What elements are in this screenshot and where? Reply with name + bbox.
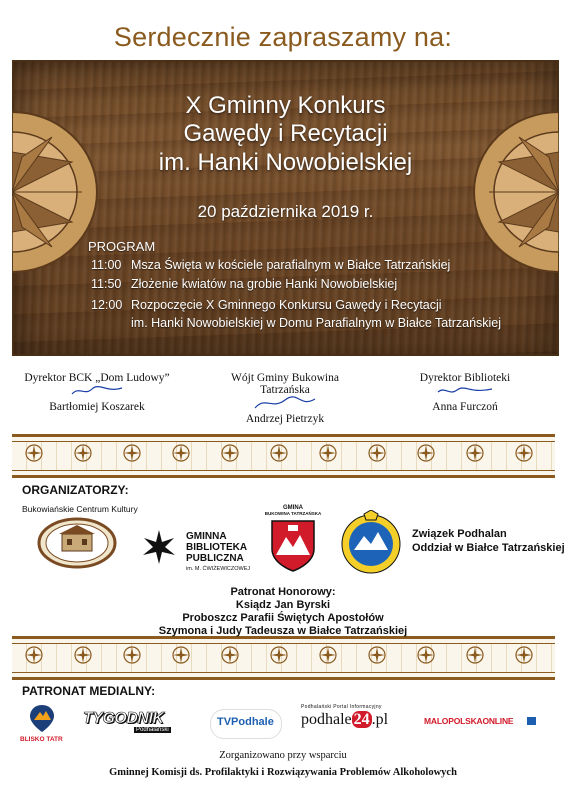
podhale24-part: 24 (353, 711, 370, 728)
tygodnik-logo: TYGODNIK (83, 710, 164, 727)
library-name (186, 531, 250, 575)
honorary-patronage (0, 586, 566, 638)
program-text-1: Msza Święta w kościele parafialnym w Białce Tatrzańskiej (131, 258, 451, 272)
event-board (12, 60, 559, 356)
library-logo-icon (137, 528, 182, 566)
folk-flower-ornament-icon (220, 443, 240, 463)
signature-name: Anna Furczoń (432, 401, 498, 413)
page-headline: Serdecznie zapraszamy na: (113, 22, 453, 52)
folk-flower-ornament-icon (122, 443, 142, 463)
zwiazek-podhalan-emblem-icon (340, 510, 402, 576)
gmina-label (262, 505, 324, 516)
folk-flower-ornament-icon (416, 443, 436, 463)
folk-flower-ornament-icon (367, 645, 387, 665)
folk-flower-ornament-icon (514, 443, 534, 463)
signature-bck (22, 372, 172, 413)
event-title-line3: im. Hanki Nowobielskiej (158, 149, 413, 176)
signature-name: Bartłomiej Koszarek (49, 401, 145, 413)
folk-flower-ornament-icon (367, 443, 387, 463)
folk-flower-ornament-icon (24, 645, 44, 665)
tygodnik-sub: Podhalański (136, 727, 169, 733)
handwritten-signature-icon (250, 396, 320, 410)
folk-flower-ornament-icon (514, 645, 534, 665)
folk-flower-ornament-icon (465, 645, 485, 665)
folk-ornament-band-top (12, 434, 555, 478)
library-name-line: BIBLIOTEKA (186, 542, 248, 553)
program-time-1: 11:00 (91, 258, 122, 272)
folk-flower-ornament-icon (269, 645, 289, 665)
signature-role: Dyrektor Biblioteki (419, 372, 511, 384)
folk-flower-ornament-icon (220, 645, 240, 665)
program-time-3: 12:00 (91, 298, 123, 312)
zwiazek-line: Związek Podhalan (412, 528, 507, 540)
footer-line1: Zorganizowano przy wsparciu (219, 750, 347, 761)
organizers-heading: ORGANIZATORZY: (22, 483, 129, 497)
tvpodhale-text: TVPodhale (217, 716, 274, 728)
folk-ornament-band-bottom (12, 636, 555, 680)
program-text-3: Rozpoczęcie X Gminnego Konkursu Gawędy i Recytacji (131, 298, 442, 312)
signature-library (400, 372, 530, 413)
folk-flower-ornament-icon (318, 443, 338, 463)
portal-tagline: Podhalański Portal Informacyjny (301, 704, 382, 710)
program-time-2: 11:50 (91, 277, 122, 291)
zwiazek-line: Oddział w Białce Tatrzańskiej (412, 542, 565, 554)
zwiazek-podhalan-label (412, 527, 565, 555)
blisko-tatr-label: BLISKO TATR (20, 736, 63, 743)
handwritten-signature-icon (435, 384, 495, 398)
folk-flower-ornament-icon (465, 443, 485, 463)
library-name-line: GMINNA (186, 531, 227, 542)
folk-flower-ornament-icon (73, 645, 93, 665)
podhale24-part: podhale (301, 711, 352, 728)
handwritten-signature-icon (67, 384, 127, 398)
patronage-line: Ksiądz Jan Byrski (235, 599, 331, 611)
signature-name: Andrzej Pietrzyk (245, 413, 325, 425)
tvpodhale-logo (210, 709, 282, 739)
malopolska-badge-icon (527, 717, 536, 725)
gmina-label-line: BUKOWINA TATRZAŃSKA (264, 511, 322, 516)
gmina-label-line: GMINA (283, 505, 303, 511)
malopolska-online-logo: MALOPOLSKAONLINE (424, 716, 514, 726)
gmina-coat-of-arms-icon (270, 519, 316, 573)
podhale24-part: .pl (371, 711, 389, 728)
footer-line2: Gminnej Komisji ds. Profilaktyki i Rozwiązywania Problemów Alkoholowych (109, 767, 457, 778)
library-name-line: im. M. ĆWIŻEWICZOWEJ (186, 566, 251, 572)
patronage-heading: Patronat Honorowy: (230, 586, 336, 598)
bck-logo-icon (37, 517, 117, 569)
bck-label: Bukowiańskie Centrum Kultury (22, 504, 138, 514)
patronage-line: Szymona i Judy Tadeusza w Białce Tatrzańskiej (158, 625, 408, 637)
event-title-line2: Gawędy i Recytacji (183, 120, 388, 147)
podhale24-logo (301, 711, 388, 729)
folk-flower-ornament-icon (122, 645, 142, 665)
signature-role: Dyrektor BCK „Dom Ludowy” (24, 372, 170, 384)
folk-flower-ornament-icon (171, 645, 191, 665)
media-heading: PATRONAT MEDIALNY: (22, 684, 156, 698)
folk-flower-ornament-icon (416, 645, 436, 665)
program-text-2: Złożenie kwiatów na grobie Hanki Nowobielskiej (131, 277, 398, 291)
library-name-line: PUBLICZNA (186, 553, 244, 564)
event-title-line1: X Gminny Konkurs (185, 92, 386, 119)
folk-flower-ornament-icon (318, 645, 338, 665)
signature-role: Wójt Gminy Bukowina Tatrzańska (231, 372, 339, 396)
patronage-line: Proboszcz Parafii Świętych Apostołów (182, 612, 384, 624)
folk-flower-ornament-icon (73, 443, 93, 463)
program-text-3b: im. Hanki Nowobielskiej w Domu Parafialnym w Białce Tatrzańskiej (131, 316, 502, 330)
event-date: 20 października 2019 r. (197, 202, 374, 221)
program-heading: PROGRAM (88, 239, 156, 254)
signature-wojt (205, 372, 365, 425)
blisko-tatr-logo-icon (27, 703, 57, 733)
folk-flower-ornament-icon (24, 443, 44, 463)
folk-flower-ornament-icon (171, 443, 191, 463)
folk-flower-ornament-icon (269, 443, 289, 463)
